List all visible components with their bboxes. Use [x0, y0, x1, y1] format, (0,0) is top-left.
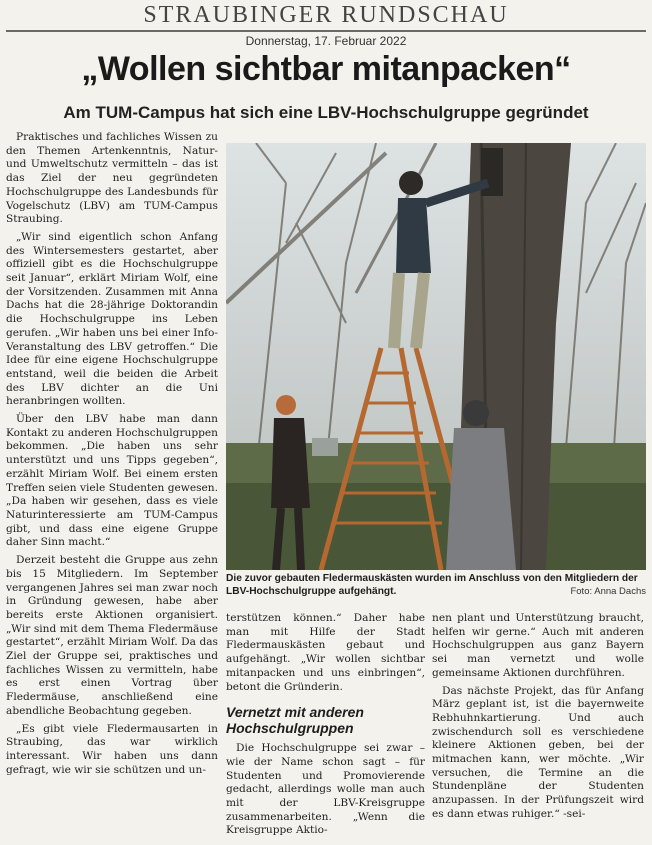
article-column-1: [6, 131, 218, 845]
subheadline: Am TUM-Campus hat sich eine LBV-Hochschulgruppe gegründet: [63, 103, 589, 122]
article-photo: [226, 143, 646, 570]
paragraph: „Wir sind eigentlich schon Anfang des Wintersemesters gestartet, aber offiziell gibt es die Hochschulgruppe seit Januar“, erklärt Miriam Wolf, eine der Vorsitzenden. Zusammen mit Anna Dachs hat die 28-jährige Doktorandin die Hochschulgruppe ins Leben gerufen. „Wir haben uns bei einer Info-Veranstaltung des LBV getroffen.“ Die Idee für eine eigene Hochschulgruppe entstand, weil die beiden die Arbeit des LBV dichter an die Uni heranbringen wollten.: [6, 230, 218, 408]
paragraph: nen plant und Unterstützung braucht, helfen wir gerne.“ Auch mit anderen Hochschulgruppen aus ganz Bayern sei man vernetzt und wolle gemeinsame Aktionen durchführen.: [432, 612, 644, 679]
paragraph: Das nächste Projekt, das für Anfang März geplant ist, ist die bayernweite Rebhuhnkartierung. Und auch zwischendurch soll es verschiedene kleinere Aktionen geben, bei der mitmachen kann, wer möchte. „Wir versuchen, die Termine an die Stundenpläne der Studenten anzupassen. In der Prüfungszeit wird es dann etwas ruhiger.“ -sei-: [432, 684, 644, 820]
paragraph: Über den LBV habe man dann Kontakt zu anderen Hochschulgruppen bekommen. „Die haben uns sehr unterstützt und uns Tipps gegeben“, erzählt Miriam Wolf. Bei einem ersten Treffen seien viele Studenten gewesen. „Da haben wir gesehen, dass es viele Naturinteressierte am TUM-Campus gibt, und dass eine eigene Gruppe daher Sinn macht.“: [6, 413, 218, 549]
section-heading: Vernetzt mit anderen Hochschulgruppen: [226, 704, 364, 737]
photo-illustration: [226, 143, 646, 570]
headline: „Wollen sichtbar mitanpacken“: [81, 50, 571, 88]
paragraph: Praktisches und fachliches Wissen zu den Themen Artenkenntnis, Natur- und Umweltschutz vermitteln – das ist das Ziel der neu gegründeten Hochschulgruppe des Landesbunds für Vogelschutz (LBV) am TUM-Campus Straubing.: [6, 131, 218, 226]
paragraph: Die Hochschulgruppe sei zwar – wie der Name schon sagt – für Studenten und Promovierende gedacht, allerdings wolle man auch mit der LBV-Kreisgruppe zusammenarbeiten. „Wenn die Kreisgruppe Aktio-: [226, 742, 425, 837]
issue-date: Donnerstag, 17. Februar 2022: [245, 34, 407, 48]
article-column-2: [226, 612, 425, 845]
masthead: STRAUBINGER RUNDSCHAU: [143, 2, 509, 28]
article-column-3: [432, 612, 644, 845]
masthead-rule: [6, 30, 646, 32]
photo-caption: Die zuvor gebauten Fledermauskästen wurden im Anschluss von den Mitgliedern der LBV-Hochschulgruppe aufgehängt.: [226, 573, 638, 597]
paragraph: terstützen können.“ Daher habe man mit Hilfe der Stadt Fledermauskästen gebaut und aufgehängt. „Wir wollen sichtbar mitanpacken und uns einbringen“, betont die Gründerin.: [226, 612, 425, 693]
paragraph: Derzeit besteht die Gruppe aus zehn bis 15 Mitgliedern. Im September vergangenen Jahres sei man zwar noch in Gründung gewesen, habe aber bereits erste Aktionen organisiert. „Wir sind mit dem Thema Fledermäuse gestartet“, erzählt Miriam Wolf. Da das Ziel der Gruppe sei, praktisches und fachliches Wissen zu vermitteln, habe es erst einen Vortrag über Fledermäuse, anschließend eine abendliche Beobachtung gegeben.: [6, 554, 218, 717]
photo-credit: Foto: Anna Dachs: [570, 586, 646, 597]
paragraph: „Es gibt viele Fledermausarten in Straubing, das war wirklich interessant. Wir haben uns dann gefragt, wie wir sie schützen und un-: [6, 722, 218, 776]
